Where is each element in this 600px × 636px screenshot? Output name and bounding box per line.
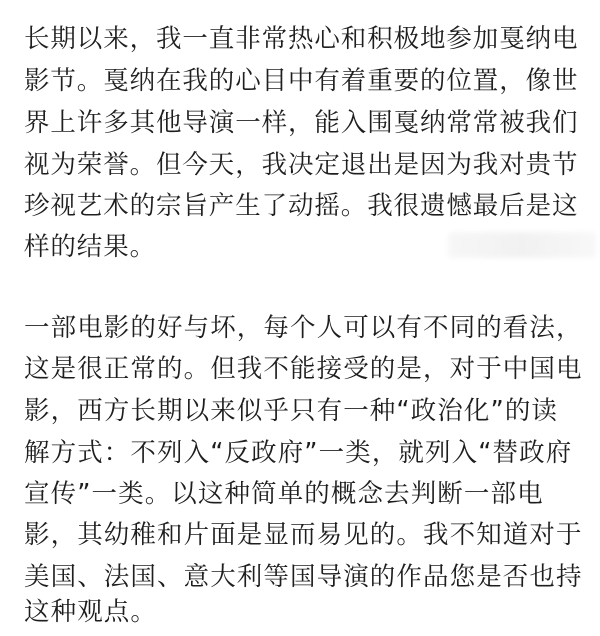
paragraph-line: 一部电影的好与坏，每个人可以有不同的看法， (24, 313, 583, 343)
paragraph-line: 美国、法国、意大利等国导演的作品您是否也持 (24, 562, 583, 592)
paragraph-line: 影节。戛纳在我的心目中有着重要的位置，像世 (24, 66, 579, 96)
paragraph-line: 这是很正常的。但我不能接受的是，对于中国电 (24, 354, 583, 384)
paragraph-line: 宣传”一类。以这种简单的概念去判断一部电 (24, 479, 544, 509)
paragraph-line: 解方式：不列入“反政府”一类，就列入“替政府 (24, 438, 573, 468)
paragraph-line: 长期以来，我一直非常热心和积极地参加戛纳电 (24, 24, 579, 54)
paragraph-line: 这种观点。 (24, 597, 158, 627)
blurred-watermark (448, 232, 596, 258)
paragraph-line: 珍视艺术的宗旨产生了动摇。我很遗憾最后是这 (24, 191, 579, 221)
paragraph-line: 界上许多其他导演一样，能入围戛纳常常被我们 (24, 108, 579, 138)
paragraph-line: 样的结果。 (24, 232, 157, 262)
paragraph-line: 影，其幼稚和片面是显而易见的。我不知道对于 (24, 520, 583, 550)
paragraph-line: 影，西方长期以来似乎只有一种“政治化”的读 (24, 396, 559, 426)
paragraph-line: 视为荣誉。但今天，我决定退出是因为我对贵节 (24, 150, 579, 180)
